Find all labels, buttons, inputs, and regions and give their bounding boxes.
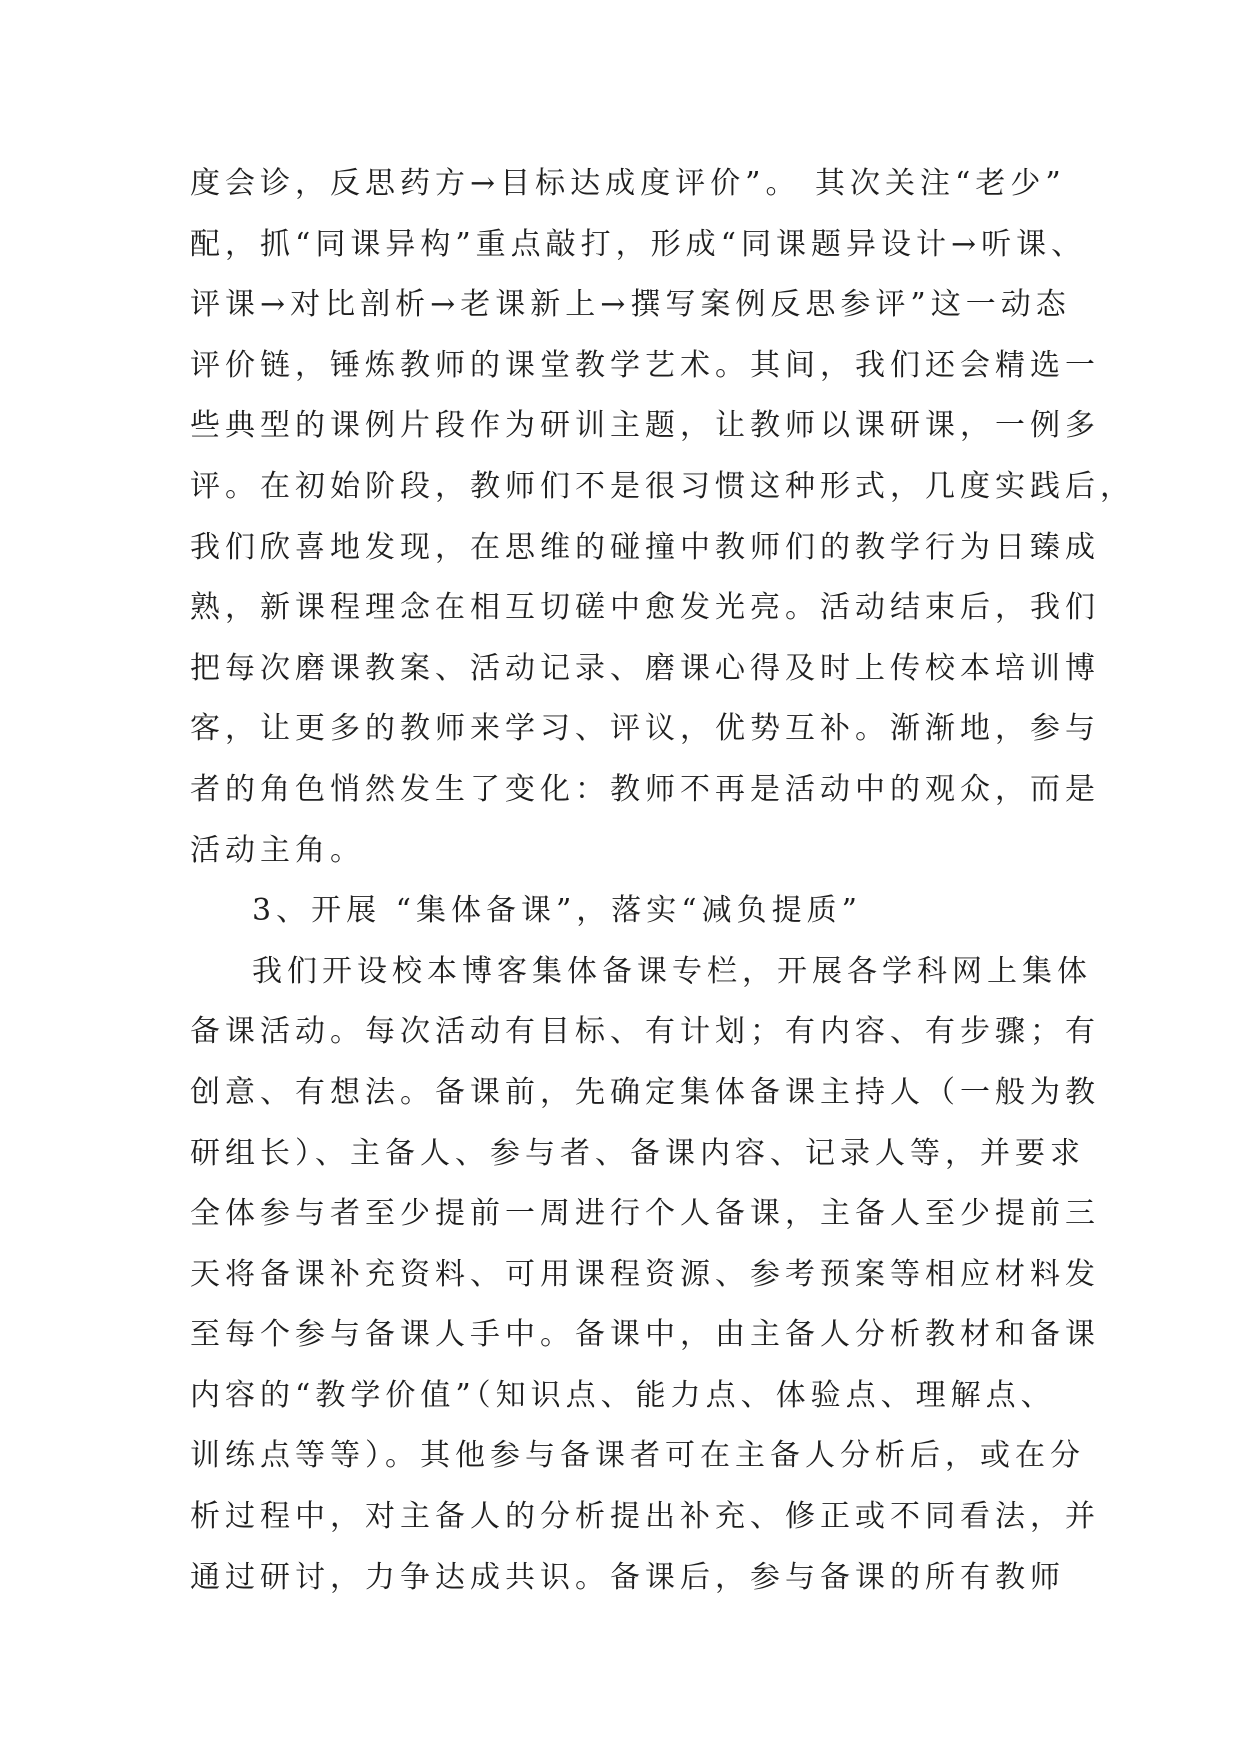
paragraph-1-line: 度会诊，反思药方→目标达成度评价”。 其次关注“老少”	[190, 166, 1066, 201]
paragraph-2-line: 内容的“教学价值”（知识点、能力点、体验点、理解点、	[190, 1377, 1056, 1413]
paragraph-1-line: 熟，新课程理念在相互切磋中愈发光亮。活动结束后，我们	[190, 590, 1100, 626]
paragraph-2-line: 全体参与者至少提前一周进行个人备课，主备人至少提前三	[190, 1196, 1100, 1232]
paragraph-1-line: 把每次磨课教案、活动记录、磨课心得及时上传校本培训博	[190, 650, 1100, 686]
paragraph-1-line: 评课→对比剖析→老课新上→撰写案例反思参评”这一动态	[190, 287, 1071, 323]
paragraph-2-line: 析过程中，对主备人的分析提出补充、修正或不同看法，并	[190, 1499, 1100, 1535]
document-body	[190, 154, 1135, 1608]
paragraph-2-first-line: 我们开设校本博客集体备课专栏，开展各学科网上集体	[252, 953, 1092, 989]
paragraph-2-line: 至每个参与备课人手中。备课中，由主备人分析教材和备课	[190, 1317, 1100, 1353]
paragraph-1-line: 评价链，锤炼教师的课堂教学艺术。其间，我们还会精选一	[190, 347, 1100, 383]
paragraph-1-line: 客，让更多的教师来学习、评议，优势互补。渐渐地，参与	[190, 711, 1100, 747]
paragraph-1-line: 些典型的课例片段作为研训主题，让教师以课研课，一例多	[190, 408, 1100, 444]
paragraph-1-line: 评。在初始阶段，教师们不是很习惯这种形式，几度实践后，	[190, 468, 1135, 504]
paragraph-1-line: 我们欣喜地发现，在思维的碰撞中教师们的教学行为日臻成	[190, 529, 1100, 565]
paragraph-1-line: 者的角色悄然发生了变化：教师不再是活动中的观众，而是	[190, 771, 1100, 807]
paragraph-1-line: 配，抓“同课异构”重点敲打，形成“同课题异设计→听课、	[190, 226, 1087, 262]
section-heading: 3、开展 “集体备课”，落实“减负提质”	[252, 893, 862, 929]
paragraph-2-line: 创意、有想法。备课前，先确定集体备课主持人（一般为教	[190, 1074, 1100, 1110]
paragraph-2-line: 备课活动。每次活动有目标、有计划；有内容、有步骤；有	[190, 1014, 1100, 1050]
paragraph-2-line: 天将备课补充资料、可用课程资源、参考预案等相应材料发	[190, 1256, 1100, 1292]
paragraph-1-last-line: 活动主角。	[190, 832, 365, 868]
paragraph-2-line: 研组长）、主备人、参与者、备课内容、记录人等，并要求	[190, 1135, 1085, 1171]
paragraph-2-line: 通过研讨，力争达成共识。备课后，参与备课的所有教师	[190, 1559, 1065, 1595]
paragraph-2-line: 训练点等等）。其他参与备课者可在主备人分析后，或在分	[190, 1438, 1085, 1474]
